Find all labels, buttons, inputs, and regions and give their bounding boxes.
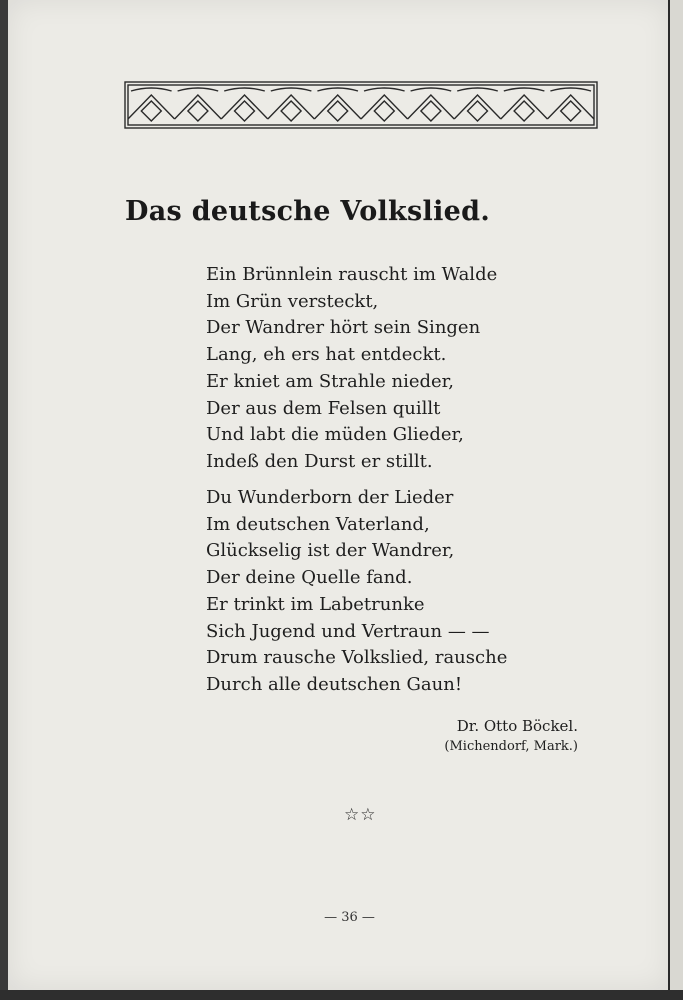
author-name: Dr. Otto Böckel. (456, 717, 578, 735)
poem-line: Drum rausche Volkslied, rausche (206, 647, 508, 669)
ornament-diamond (374, 101, 394, 121)
ornament-diamond (328, 101, 348, 121)
ornament-diamond (514, 101, 534, 121)
ornament-diamond (421, 101, 441, 121)
ornament-curve (178, 88, 219, 91)
ornament-curve (317, 88, 358, 91)
ornament-curve (364, 88, 405, 91)
ornament-diamond (281, 101, 301, 121)
poem-line: Ein Brünnlein rauscht im Walde (206, 264, 498, 285)
ornamental-border-header (124, 81, 598, 129)
ornament-diamond (141, 101, 161, 121)
ornament-arch (128, 95, 175, 119)
book-page (8, 0, 670, 990)
poem-line: Du Wunderborn der Lieder (206, 487, 454, 508)
ornament-arch (221, 95, 268, 119)
author-credit (444, 716, 578, 758)
author-place: (Michendorf, Mark.) (444, 739, 578, 754)
stanza-2 (206, 485, 507, 699)
ornament-curve (131, 88, 172, 91)
next-page-edge (668, 0, 683, 1000)
ornament-diamond (188, 101, 208, 121)
ornament-curve (271, 88, 312, 91)
poem-line: Der Wandrer hört sein Singen (206, 317, 481, 339)
poem-line: Er trinkt im Labetrunke (206, 593, 425, 615)
ornament-curve (504, 88, 545, 91)
poem-line: Sich Jugend und Vertraun — — (206, 620, 490, 642)
ornament-arch (314, 95, 361, 119)
stanza-1 (206, 262, 497, 476)
page-number: — 36 — (324, 910, 375, 925)
poem-title: Das deutsche Volkslied. (125, 196, 491, 227)
poem-line: Er kniet am Strahle nieder, (206, 370, 455, 392)
ornament-diamond (561, 101, 581, 121)
ornament-arch (175, 95, 222, 119)
poem-line: Indeß den Durst er stillt. (206, 450, 433, 472)
ornament-curve (411, 88, 452, 91)
poem-line: Und labt die müden Glieder, (206, 424, 464, 446)
poem-line: Lang, eh ers hat entdeckt. (206, 344, 447, 366)
poem-line: Im Grün versteckt, (206, 290, 379, 312)
poem-line: Der aus dem Felsen quillt (206, 397, 441, 419)
ornament-arch (501, 95, 548, 119)
ornament-arch (547, 95, 594, 119)
ornament-curve (224, 88, 265, 91)
ornament-curve (550, 88, 591, 91)
poem-line: Glückselig ist der Wandrer, (206, 540, 455, 562)
ornament-diamond (468, 101, 488, 121)
scan-bottom-edge (0, 990, 683, 1000)
ornament-curve (457, 88, 498, 91)
ornament-arch (454, 95, 501, 119)
poem-line: Durch alle deutschen Gaun! (206, 673, 463, 695)
ornament-diamond (235, 101, 255, 121)
ornament-arch (361, 95, 408, 119)
poem-line: Der deine Quelle fand. (206, 567, 413, 589)
ornament-arch (268, 95, 315, 119)
star-ornament-icon: ☆☆ (344, 805, 377, 825)
ornament-arch (408, 95, 455, 119)
poem-line: Im deutschen Vaterland, (206, 513, 430, 535)
